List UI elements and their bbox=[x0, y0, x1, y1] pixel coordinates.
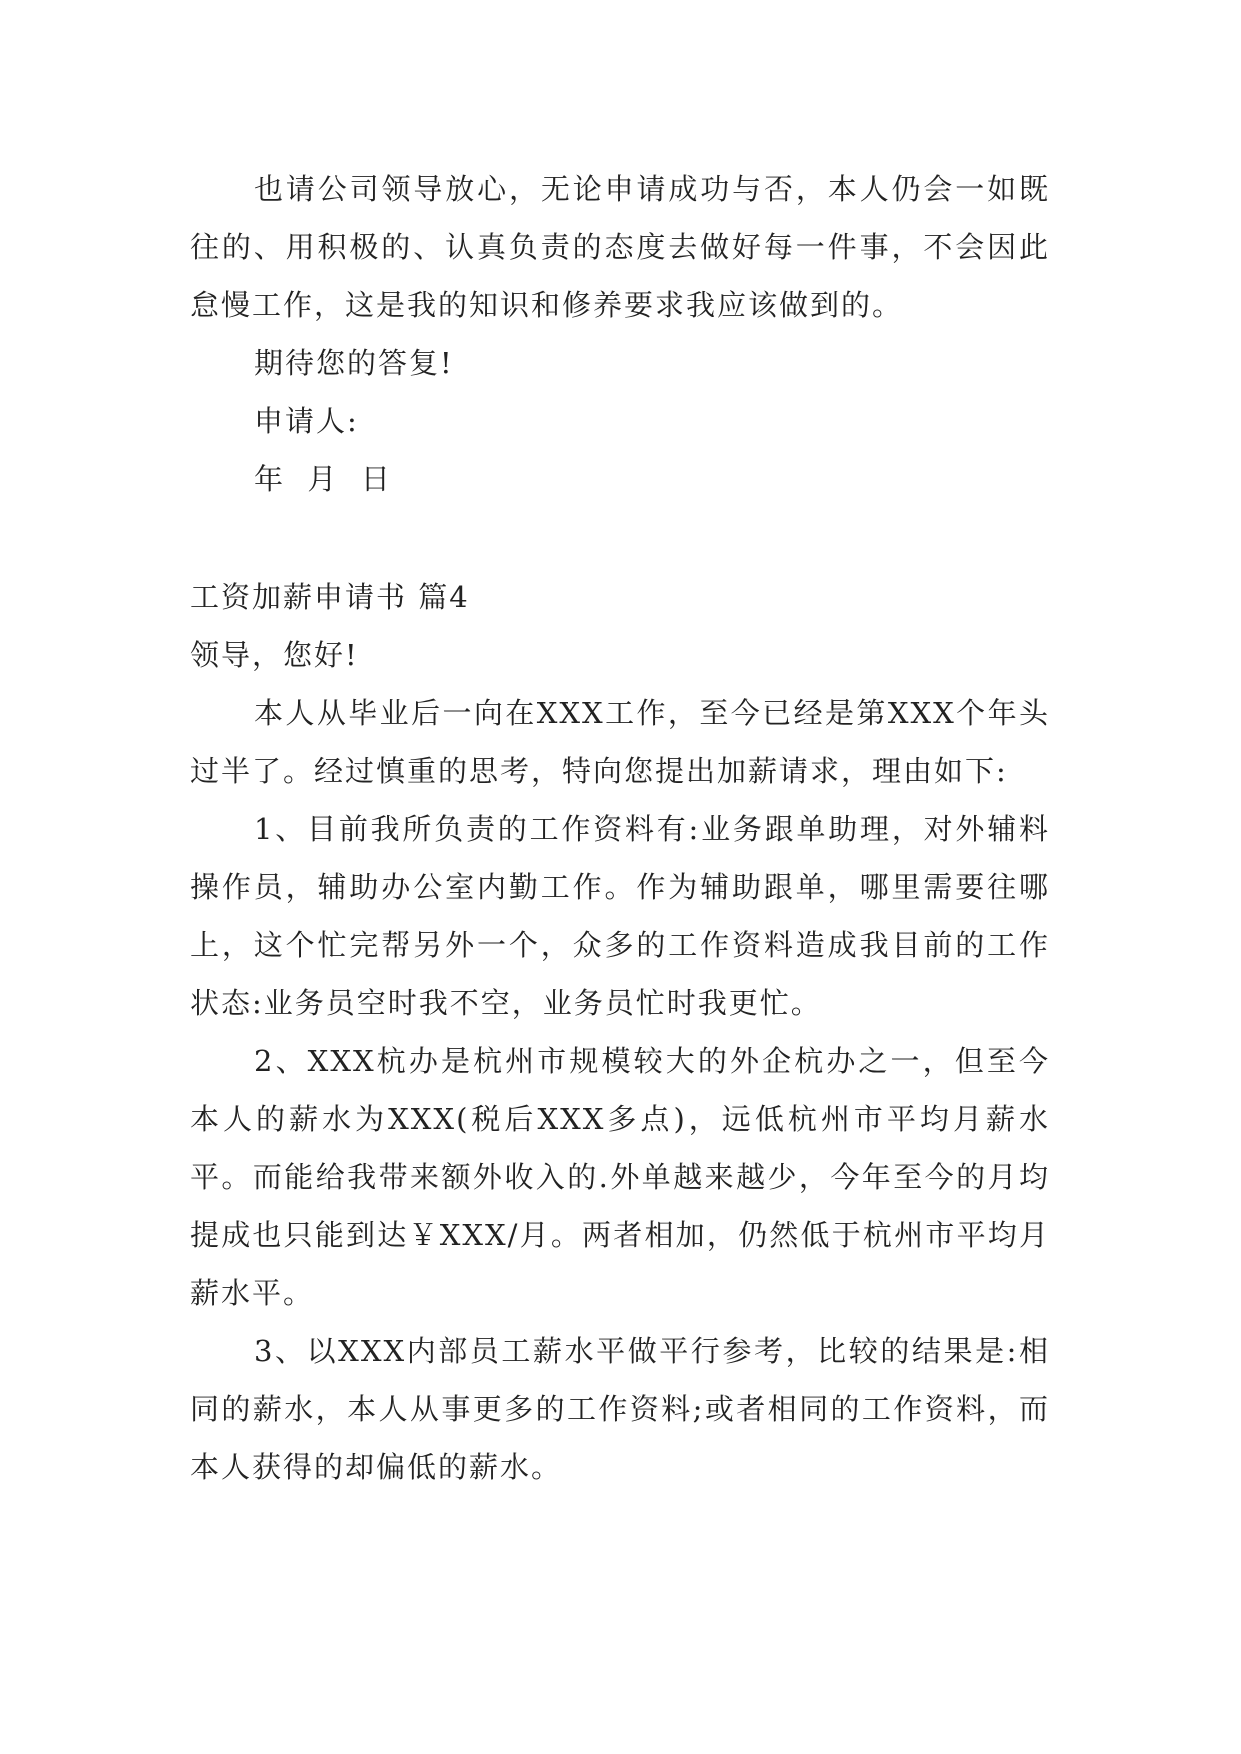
reason-2-paragraph: 2、XXX杭办是杭州市规模较大的外企杭办之一，但至今本人的薪水为XXX(税后XXX多点)，远低杭州市平均月薪水平。而能给我带来额外收入的.外单越来越少，今年至今的月均提成也只能到达￥XXX/月。两者相加，仍然低于杭州市平均月薪水平。 bbox=[190, 1044, 1050, 1310]
applicant-label: 申请人: bbox=[254, 404, 359, 438]
date-line: 年 月 日 bbox=[254, 462, 392, 496]
document-body bbox=[190, 160, 1050, 1496]
reason-3-paragraph: 3、以XXX内部员工薪水平做平行参考，比较的结果是:相同的薪水，本人从事更多的工作资料;或者相同的工作资料，而本人获得的却偏低的薪水。 bbox=[190, 1334, 1050, 1484]
intro-paragraph: 本人从毕业后一向在XXX工作，至今已经是第XXX个年头过半了。经过慎重的思考，特向您提出加薪请求，理由如下: bbox=[190, 696, 1050, 788]
closing-paragraph: 也请公司领导放心，无论申请成功与否，本人仍会一如既往的、用积极的、认真负责的态度去做好每一件事，不会因此怠慢工作，这是我的知识和修养要求我应该做到的。 bbox=[190, 172, 1050, 322]
await-reply-line: 期待您的答复! bbox=[254, 346, 454, 380]
section-title: 工资加薪申请书 篇4 bbox=[190, 580, 470, 614]
reason-1-paragraph: 1、目前我所负责的工作资料有:业务跟单助理，对外辅料操作员，辅助办公室内勤工作。作为辅助跟单，哪里需要往哪上，这个忙完帮另外一个，众多的工作资料造成我目前的工作状态:业务员空时我不空，业务员忙时我更忙。 bbox=[190, 812, 1050, 1020]
salutation: 领导，您好! bbox=[190, 638, 359, 672]
